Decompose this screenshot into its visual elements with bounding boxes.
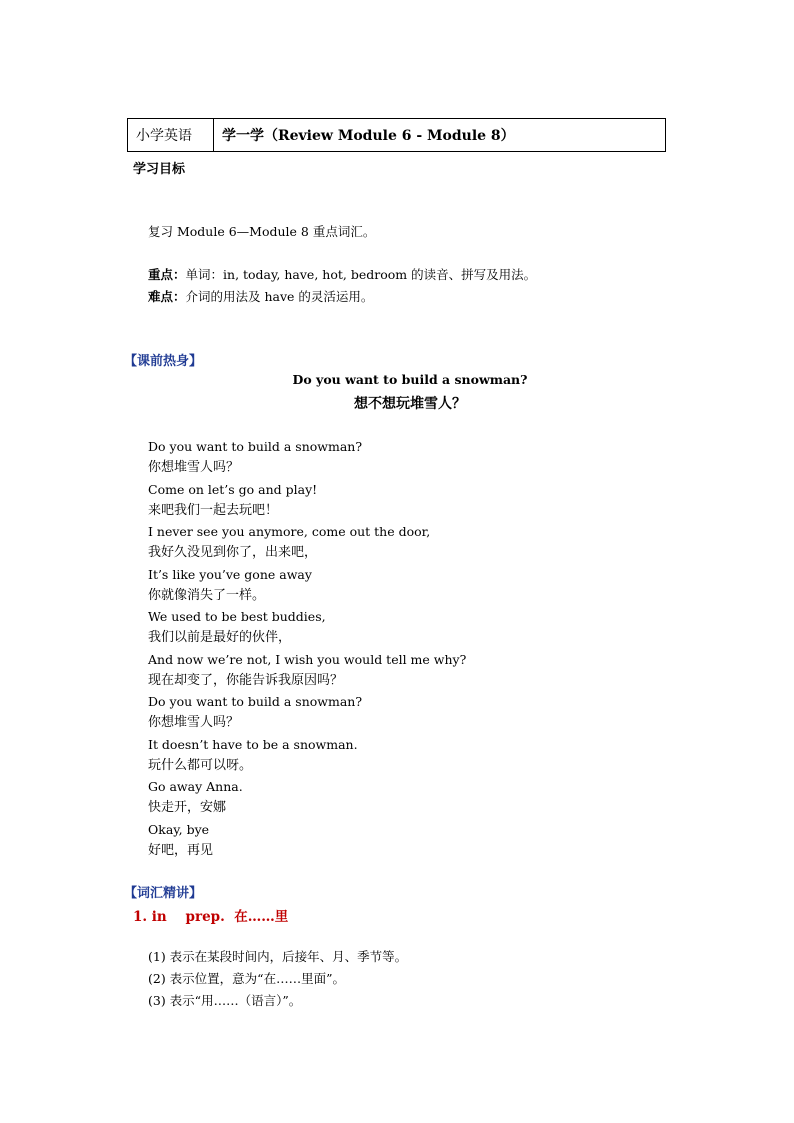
lyric-en: Come on let’s go and play! [148,481,318,497]
lyric-zh: 你就像消失了一样。 [148,587,266,603]
lyric-zh: 快走开，安娜 [148,800,227,815]
usage-item: (1) 表示在某段时间内，后接年、月、季节等。 [148,949,408,964]
lyric-en: I never see you anymore, come out the door, [148,524,431,539]
lyric-en: And now we’re not, I wish you would tell me why? [148,651,467,667]
review-goal: 复习 Module 6—Module 8 重点词汇。 [148,224,376,239]
lesson-title: 学一学（Review Module 6 - Module 8） [222,128,515,144]
difficult-point-text: 介词的用法及 have 的灵活运用。 [185,289,374,304]
lyric-zh: 我好久没见到你了，出来吧， [148,545,318,560]
lyric-en: Do you want to build a snowman? [148,439,363,454]
warmup-tag: 【课前热身】 [124,354,203,369]
key-point-line [148,265,536,283]
difficult-point-line [148,287,373,305]
lyric-en: It’s like you’ve gone away [148,566,312,582]
vocab-tag: 【词汇精讲】 [124,886,203,901]
lyric-zh: 好吧，再见 [148,842,214,858]
song-title-en: Do you want to build a snowman? [292,372,528,387]
vocab-word-heading: 1. in prep. 在……里 [133,909,289,925]
key-point-text: 单词：in, today, have, hot, bedroom 的读音、拼写及用法。 [185,267,537,282]
usage-item: (2) 表示位置，意为“在……里面”。 [148,971,345,986]
lyric-zh: 你想堆雪人吗？ [148,715,240,730]
key-point-label: 重点： [148,267,186,282]
lyric-en: We used to be best buddies, [148,609,326,624]
goals-heading: 学习目标 [133,162,186,177]
song-title-zh: 想不想玩堆雪人？ [354,396,466,412]
lyric-zh: 你想堆雪人吗？ [148,460,240,475]
lyric-zh: 来吧我们一起去玩吧！ [148,502,279,518]
lyric-zh: 玩什么都可以呀。 [148,757,253,773]
difficult-point-label: 难点： [148,289,186,304]
lyrics-block [148,436,466,861]
subject-cell: 小学英语 [128,119,214,151]
lyric-en: Okay, bye [148,821,210,837]
lyric-zh: 我们以前是最好的伙伴， [148,630,292,645]
lyric-en: Go away Anna. [148,779,243,794]
usage-item: (3) 表示“用……（语言）”。 [148,993,302,1008]
lyric-en: Do you want to build a snowman? [148,694,363,709]
lyric-zh: 现在却变了，你能告诉我原因吗？ [148,672,344,688]
header-table [127,118,666,152]
lyric-en: It doesn’t have to be a snowman. [148,736,358,752]
